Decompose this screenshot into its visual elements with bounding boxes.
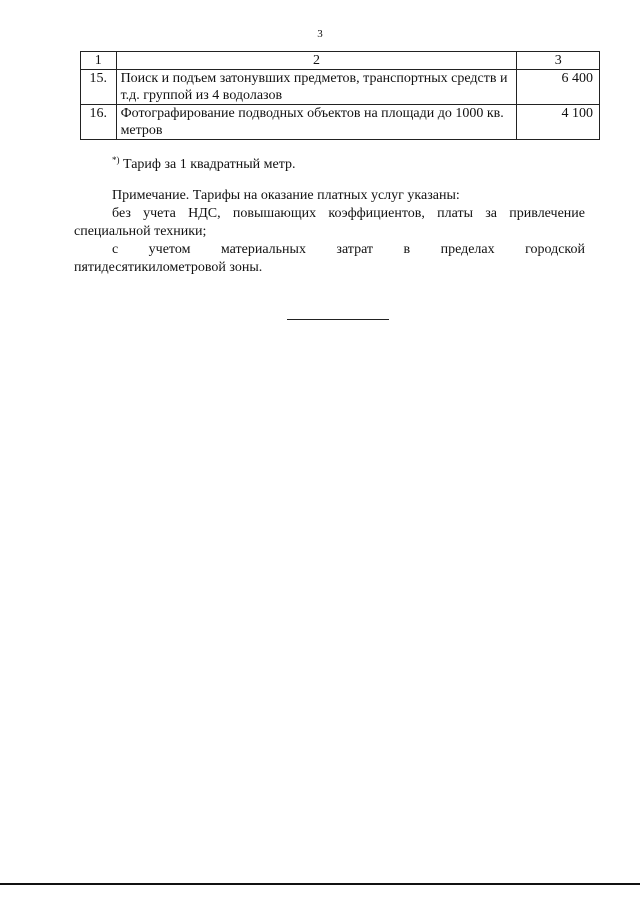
tariff-table xyxy=(80,51,600,140)
table-header-cell: 1 xyxy=(81,52,117,70)
table-header-row xyxy=(81,52,600,70)
service-price: 6 400 xyxy=(517,70,600,105)
note-heading: Примечание. Тарифы на оказание платных услуг указаны: xyxy=(112,188,460,203)
service-name: Поиск и подъем затонувших предметов, транспортных средств и т.д. группой из 4 водолазов xyxy=(116,70,517,105)
footnote-text: Тариф за 1 квадратный метр. xyxy=(119,157,296,172)
note-item-1-line-1: без учета НДС, повышающих коэффициентов, платы за привлечение xyxy=(112,206,585,221)
note-block xyxy=(74,187,585,277)
table-row xyxy=(81,105,600,140)
table-row xyxy=(81,70,600,105)
closing-divider xyxy=(287,319,389,320)
row-number: 16. xyxy=(81,105,117,140)
page-number: 3 xyxy=(317,28,323,40)
service-name: Фотографирование подводных объектов на площади до 1000 кв. метров xyxy=(116,105,517,140)
service-price: 4 100 xyxy=(517,105,600,140)
footnote xyxy=(112,157,296,173)
row-number: 15. xyxy=(81,70,117,105)
table-header-cell: 2 xyxy=(116,52,517,70)
table-header-cell: 3 xyxy=(517,52,600,70)
page-bottom-rule xyxy=(0,883,640,885)
note-item-1-line-2: специальной техники; xyxy=(74,224,207,239)
note-item-2-line-1: с учетом материальных затрат в пределах городской xyxy=(112,242,585,257)
footnote-mark: *) xyxy=(112,155,120,165)
note-item-2-line-2: пятидесятикилометровой зоны. xyxy=(74,260,263,275)
